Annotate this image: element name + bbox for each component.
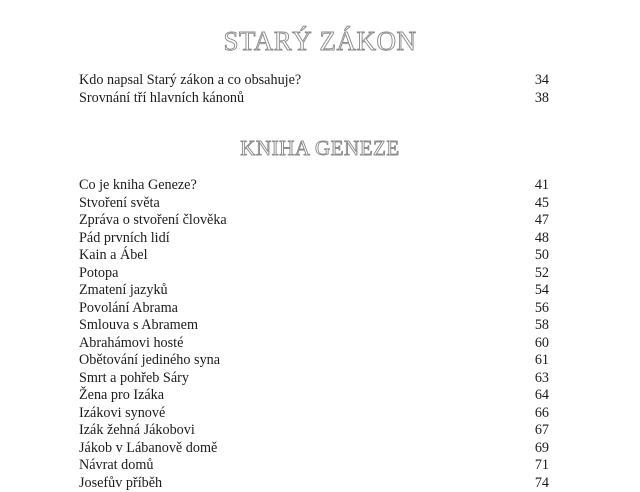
toc-entry-title: Kdo napsal Starý zákon a co obsahuje?: [79, 72, 301, 90]
toc-entry-page-number: 58: [535, 317, 549, 335]
toc-entry: [79, 265, 549, 283]
toc-entry: [79, 195, 549, 213]
toc-entry-title: Smlouva s Abramem: [79, 317, 198, 335]
toc-entry: [79, 90, 549, 108]
toc-entry-title: Potopa: [79, 265, 118, 283]
toc-entry-page-number: 48: [535, 230, 549, 248]
toc-entry-page-number: 66: [535, 405, 549, 423]
toc-entry-page-number: 69: [535, 440, 549, 458]
toc-entry-title: Zpráva o stvoření člověka: [79, 212, 227, 230]
toc-entry: [79, 177, 549, 195]
toc-entry: [79, 230, 549, 248]
toc-entry: [79, 352, 549, 370]
toc-entry: [79, 405, 549, 423]
section-title-stary-zakon: STARÝ ZÁKON: [0, 24, 640, 58]
toc-list-kniha-geneze: [79, 177, 549, 492]
toc-entry-title: Jákob v Lábanově domě: [79, 440, 217, 458]
toc-entry-page-number: 56: [535, 300, 549, 318]
toc-entry-page-number: 54: [535, 282, 549, 300]
toc-entry-title: Kain a Ábel: [79, 247, 148, 265]
toc-entry-page-number: 45: [535, 195, 549, 213]
toc-entry: [79, 457, 549, 475]
toc-entry-page-number: 41: [535, 177, 549, 195]
toc-entry: [79, 370, 549, 388]
toc-entry-page-number: 64: [535, 387, 549, 405]
toc-entry-page-number: 50: [535, 247, 549, 265]
toc-entry-title: Smrt a pohřeb Sáry: [79, 370, 189, 388]
toc-entry-page-number: 52: [535, 265, 549, 283]
toc-entry-title: Povolání Abrama: [79, 300, 178, 318]
toc-entry-title: Izákovi synové: [79, 405, 165, 423]
toc-entry-page-number: 67: [535, 422, 549, 440]
toc-entry: [79, 212, 549, 230]
toc-entry-page-number: 47: [535, 212, 549, 230]
toc-entry-page-number: 71: [535, 457, 549, 475]
toc-entry-title: Co je kniha Geneze?: [79, 177, 197, 195]
toc-entry-title: Izák žehná Jákobovi: [79, 422, 195, 440]
toc-entry: [79, 475, 549, 492]
toc-entry-title: Návrat domů: [79, 457, 153, 475]
toc-entry-title: Žena pro Izáka: [79, 387, 164, 405]
section-title-kniha-geneze: KNIHA GENEZE: [0, 134, 640, 162]
toc-entry: [79, 440, 549, 458]
toc-entry-page-number: 74: [535, 475, 549, 492]
toc-entry: [79, 300, 549, 318]
toc-entry-page-number: 34: [535, 72, 549, 90]
toc-entry-page-number: 61: [535, 352, 549, 370]
toc-entry-title: Srovnání tří hlavních kánonů: [79, 90, 244, 108]
toc-entry-title: Zmatení jazyků: [79, 282, 168, 300]
toc-entry-title: Obětování jediného syna: [79, 352, 220, 370]
toc-entry: [79, 247, 549, 265]
toc-entry-title: Pád prvních lidí: [79, 230, 170, 248]
toc-entry-page-number: 63: [535, 370, 549, 388]
toc-entry-title: Abrahámovi hosté: [79, 335, 183, 353]
toc-entry-page-number: 60: [535, 335, 549, 353]
toc-entry-title: Josefův příběh: [79, 475, 162, 492]
toc-entry: [79, 335, 549, 353]
toc-entry: [79, 387, 549, 405]
toc-entry: [79, 72, 549, 90]
toc-entry-page-number: 38: [535, 90, 549, 108]
toc-entry: [79, 317, 549, 335]
toc-list-stary-zakon: [79, 72, 549, 107]
toc-entry: [79, 282, 549, 300]
toc-entry: [79, 422, 549, 440]
toc-entry-title: Stvoření světa: [79, 195, 160, 213]
